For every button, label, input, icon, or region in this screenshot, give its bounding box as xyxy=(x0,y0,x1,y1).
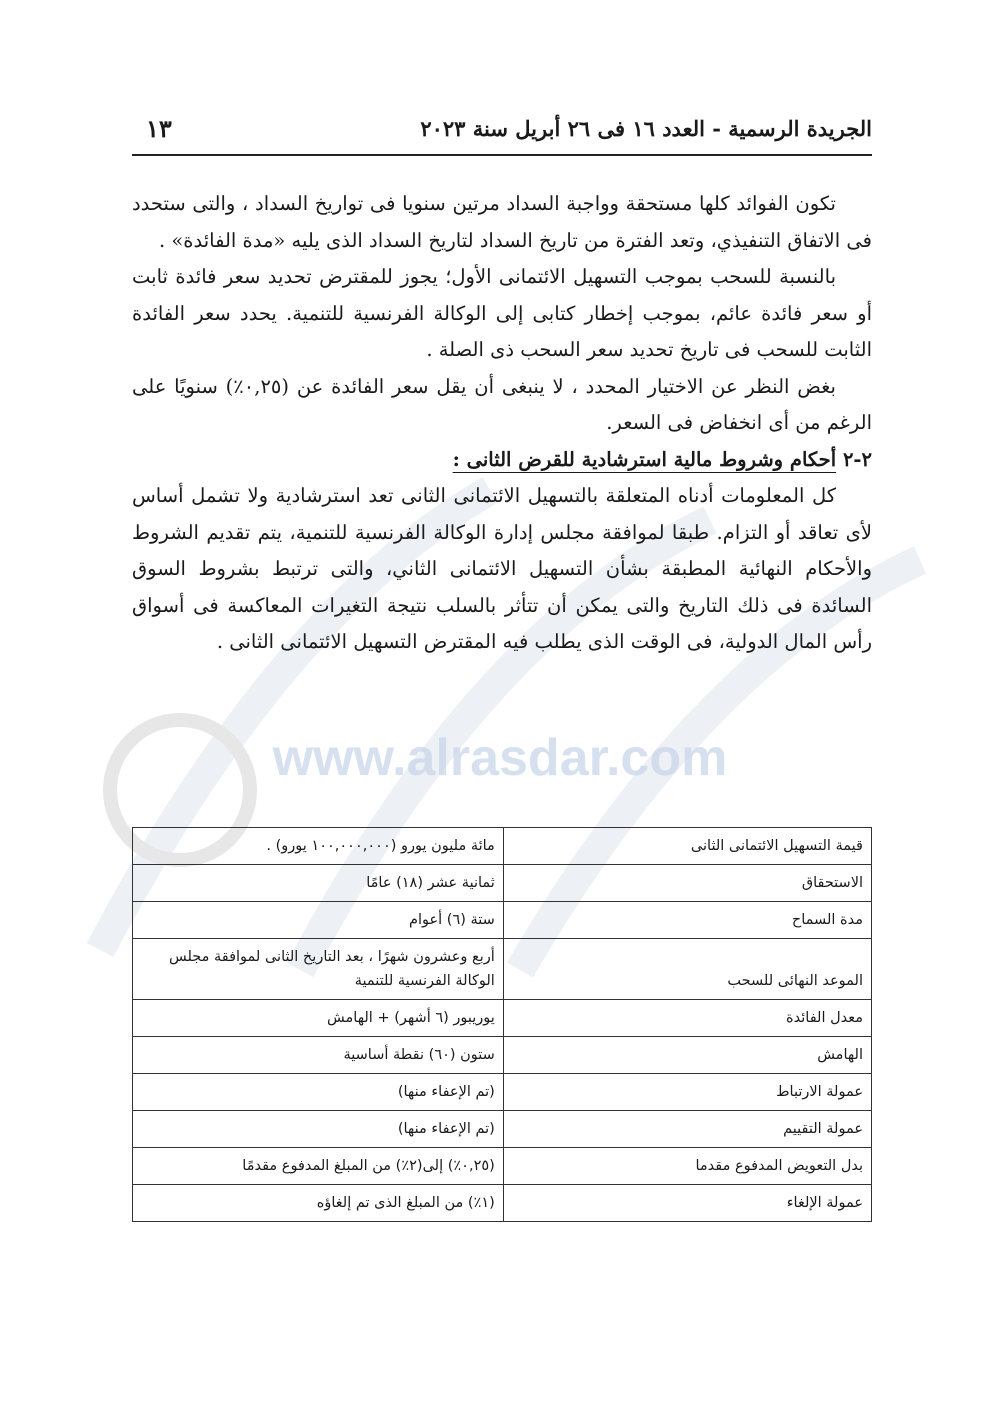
page-header xyxy=(132,108,872,156)
page-number: ١٣ xyxy=(146,114,172,143)
value-cell: مائة مليون يورو (١٠٠,٠٠٠,٠٠٠ يورو) . xyxy=(133,828,504,865)
value-cell: (١٪) من المبلغ الذى تم إلغاؤه xyxy=(133,1185,504,1222)
term-cell: مدة السماح xyxy=(503,902,871,939)
term-cell: الاستحقاق xyxy=(503,865,871,902)
table-row xyxy=(133,902,872,939)
value-cell: ثمانية عشر (١٨) عامًا xyxy=(133,865,504,902)
term-cell: الهامش xyxy=(503,1037,871,1074)
paragraph-interest-payment: تكون الفوائد كلها مستحقة وواجبة السداد مرتين سنويا فى تواريخ السداد ، والتى ستحدد فى الاتفاق التنفيذي، وتعد الفترة من تاريخ السداد لتاريخ السداد الذى يليه «مدة الفائدة» . xyxy=(132,192,872,252)
table-row xyxy=(133,939,872,1000)
section-heading xyxy=(132,442,872,479)
term-cell: معدل الفائدة xyxy=(503,1000,871,1037)
value-cell: ستة (٦) أعوام xyxy=(133,902,504,939)
value-cell: يوريبور (٦ أشهر) + الهامش xyxy=(133,1000,504,1037)
value-cell: (٠,٢٥٪) إلى(٢٪) من المبلغ المدفوع مقدمًا xyxy=(133,1148,504,1185)
table-row xyxy=(133,865,872,902)
value-cell: (تم الإعفاء منها) xyxy=(133,1074,504,1111)
table-row xyxy=(133,1185,872,1222)
term-cell: قيمة التسهيل الائتمانى الثانى xyxy=(503,828,871,865)
table-row xyxy=(133,1074,872,1111)
table-row xyxy=(133,1111,872,1148)
paragraph-second-facility: كل المعلومات أدناه المتعلقة بالتسهيل الائتمانى الثانى تعد استرشادية ولا تشمل أساس لأى تعاقد أو التزام. طبقا لموافقة مجلس إدارة الوكالة الفرنسية للتنمية، يتم تقديم الشروط والأحكام النهائية المطبقة بشأن التسهيل الائتمانى الثاني، والتى ترتبط بشروط السوق السائدة فى ذلك التاريخ والتى يمكن أن تتأثر بالسلب نتيجة التغيرات المعاكسة فى أسواق رأس المال الدولية، فى الوقت الذى يطلب فيه المقترض التسهيل الائتمانى الثانى . xyxy=(132,484,872,653)
term-cell: عمولة الإلغاء xyxy=(503,1185,871,1222)
term-cell: بدل التعويض المدفوع مقدما xyxy=(503,1148,871,1185)
term-cell: عمولة التقييم xyxy=(503,1111,871,1148)
term-cell: الموعد النهائى للسحب xyxy=(503,939,871,1000)
document-body xyxy=(132,186,872,661)
section-title: أحكام وشروط مالية استرشادية للقرض الثانى : xyxy=(452,447,837,471)
paragraph-first-facility-rate: بالنسبة للسحب بموجب التسهيل الائتمانى الأول؛ يجوز للمقترض تحديد سعر فائدة ثابت أو سعر فائدة عائم، بموجب إخطار كتابى إلى الوكالة الفرنسية للتنمية. يحدد سعر الفائدة الثابت للسحب فى تاريخ تحديد سعر السحب ذى الصلة . xyxy=(132,265,872,361)
gazette-title: الجريدة الرسمية - العدد ١٦ فى ٢٦ أبريل سنة ٢٠٢٣ xyxy=(420,116,872,141)
paragraph-minimum-rate: بغض النظر عن الاختيار المحدد ، لا ينبغى أن يقل سعر الفائدة عن (٠,٢٥٪) سنويًا على الرغم من أى انخفاض فى السعر. xyxy=(132,374,872,434)
table-row xyxy=(133,828,872,865)
table-row xyxy=(133,1000,872,1037)
value-cell: ستون (٦٠) نقطة أساسية xyxy=(133,1037,504,1074)
term-cell: عمولة الارتباط xyxy=(503,1074,871,1111)
loan-terms-table xyxy=(132,827,872,1222)
value-cell: أربع وعشرون شهرًا ، بعد التاريخ الثانى لموافقة مجلس الوكالة الفرنسية للتنمية xyxy=(133,939,504,1000)
section-number: ٢-٢ xyxy=(842,447,872,471)
table-row xyxy=(133,1037,872,1074)
value-cell: (تم الإعفاء منها) xyxy=(133,1111,504,1148)
watermark-text: www.alrasdar.com xyxy=(272,729,728,787)
table-row xyxy=(133,1148,872,1185)
